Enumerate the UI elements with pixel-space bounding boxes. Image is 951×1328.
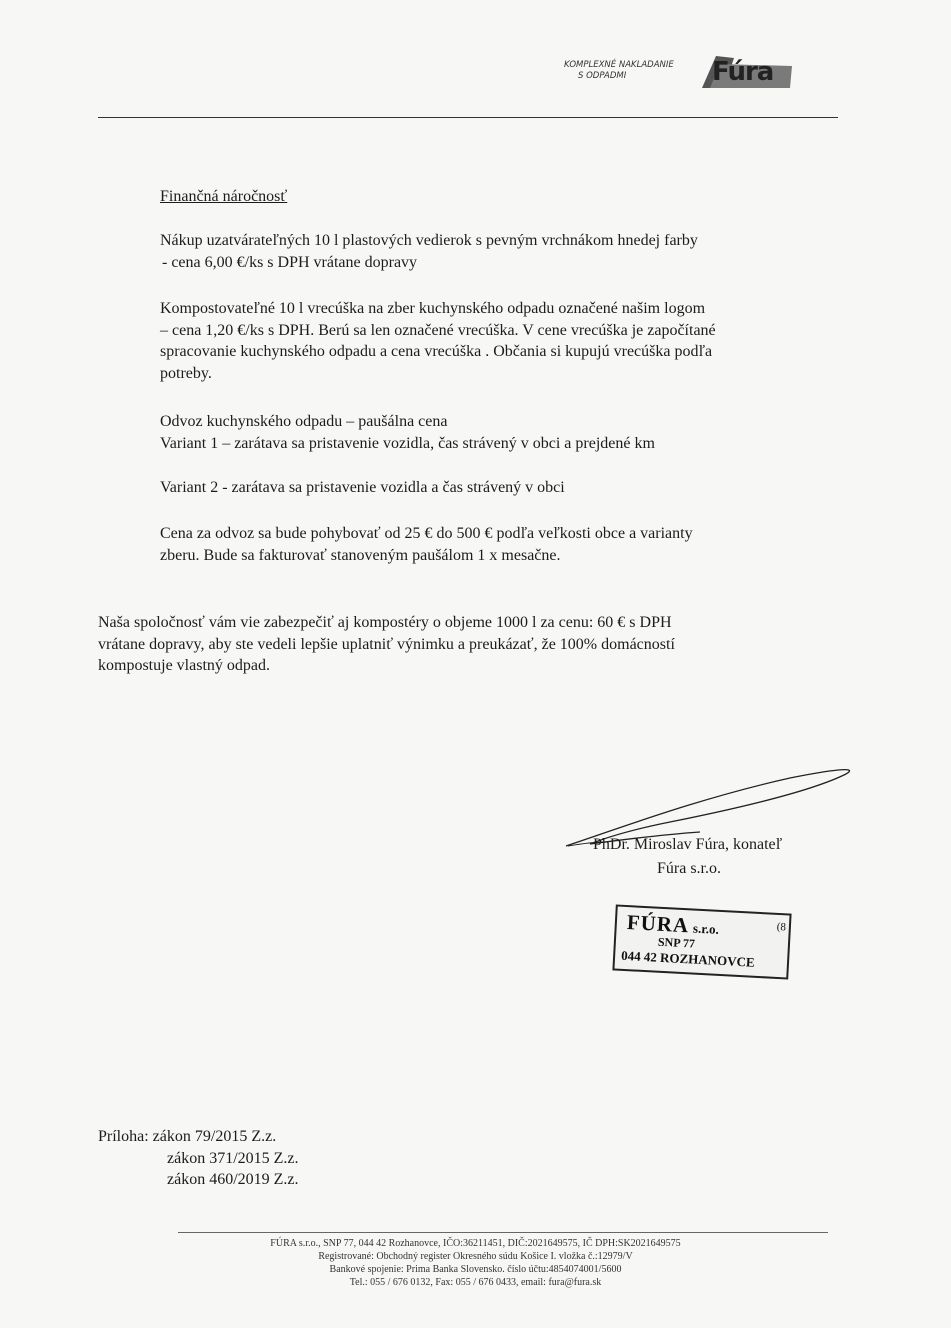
text-line: zberu. Bude sa fakturovať stanoveným paušálom 1 x mesačne. [160,546,561,564]
text-line: Cena za odvoz sa bude pohybovať od 25 € do 500 € podľa veľkosti obce a varianty [160,525,693,542]
footer-company-line: FÚRA s.r.o., SNP 77, 044 42 Rozhanovce, IČO:36211451, DIČ:2021649575, IČ DPH:SK2021649575 [270,1238,681,1249]
text-line: vrátane dopravy, aby ste vedeli lepšie uplatniť výnimku a preukázať, že 100% domácností [98,635,675,653]
text-line: spracovanie kuchynského odpadu a cena vrecúška . Občania si kupujú vrecúška podľa [160,343,713,360]
transport-variant1-paragraph [160,411,820,454]
text-line: Odvoz kuchynského odpadu – paušálna cena [160,413,448,430]
attachments-label: Príloha: [98,1128,149,1145]
stamp-number: (8 [776,920,787,934]
attachment-law: zákon 371/2015 Z.z. [167,1149,299,1167]
footer [0,1237,951,1289]
text-line: Variant 2 - zarátava sa pristavenie vozidla a čas strávený v obci [160,479,565,496]
attachment-law: zákon 460/2019 Z.z. [167,1171,299,1188]
fura-logo [700,48,796,92]
text-line: potreby. [160,364,212,382]
composters-paragraph [98,612,838,677]
text-line: Variant 1 – zarátava sa pristavenie vozidla, čas strávený v obci a prejdené km [160,434,655,452]
page-title: Finančná náročnosť [160,188,288,205]
stamp-brand: FÚRA [626,910,690,938]
attachment-line [98,1126,398,1148]
bucket-price-paragraph [160,230,820,273]
text-line: Naša spoločnosť vám vie zabezpečiť aj kompostéry o objeme 1000 l za cenu: 60 € s DPH [98,614,672,631]
footer-divider [178,1232,828,1233]
attachments-block [98,1126,398,1191]
attachment-law: zákon 79/2015 Z.z. [152,1128,277,1145]
transport-variant2-paragraph [160,477,820,499]
logo-tagline-line1: KOMPLEXNÉ NAKLADANIE [564,60,674,70]
stamp-city: 044 42 ROZHANOVCE [620,947,756,970]
footer-bank-line: Bankové spojenie: Prima Banka Slovensko. číslo účtu:4854074001/5600 [329,1264,622,1275]
text-line: Kompostovateľné 10 l vrecúška na zber kuchynského odpadu označené našim logom [160,300,706,317]
stamp-street: SNP 77 [657,934,696,951]
company-stamp [612,904,791,979]
logo-tagline [564,60,674,82]
bags-price-paragraph [160,298,836,384]
footer-contact-line: Tel.: 055 / 676 0132, Fax: 055 / 676 0433, email: fura@fura.sk [349,1277,602,1288]
signatory-name: PhDr. Miroslav Fúra, konateľ [593,836,783,853]
text-line: Nákup uzatvárateľných 10 l plastových vedierok s pevným vrchnákom hnedej farby [160,232,698,249]
text-line: kompostuje vlastný odpad. [98,657,270,674]
transport-price-paragraph [160,523,820,566]
svg-text:Fúra: Fúra [712,57,774,87]
text-line: – cena 1,20 €/ks s DPH. Berú sa len označené vrecúška. V cene vrecúška je započítané [160,321,716,339]
stamp-suffix: s.r.o. [692,920,720,937]
footer-register-line: Registrované: Obchodný register Okresného súdu Košice I. vložka č.:12979/V [318,1251,633,1262]
text-line: - cena 6,00 €/ks s DPH vrátane dopravy [162,253,418,271]
header-divider [98,117,838,118]
signatory-company: Fúra s.r.o. [657,860,721,877]
logo-tagline-line2: S ODPADMI [578,71,627,81]
